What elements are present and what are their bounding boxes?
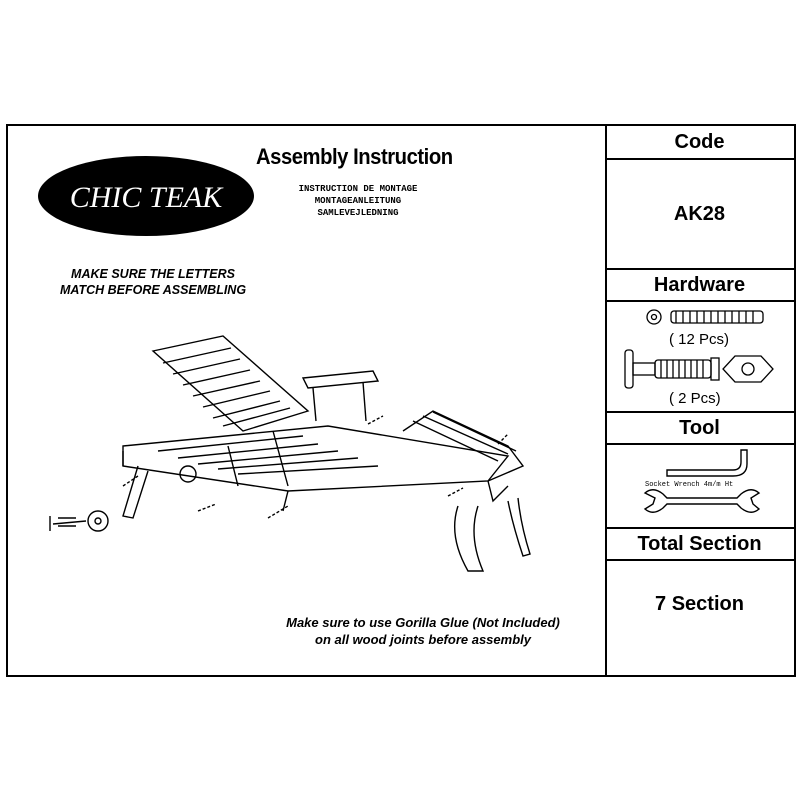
bolt-markers xyxy=(123,416,508,518)
main-panel xyxy=(8,126,607,675)
backrest xyxy=(153,336,308,431)
subtitle-french: INSTRUCTION DE MONTAGE xyxy=(298,184,418,194)
armrest xyxy=(303,371,378,421)
wheel xyxy=(50,466,196,531)
total-section-value: 7 Section xyxy=(655,592,744,615)
subtitle-german: MONTAGEANLEITUNG xyxy=(314,196,402,206)
tool-caption: Socket Wrench 4m/m Ht xyxy=(645,481,734,489)
warning-line-2: MATCH BEFORE ASSEMBLING xyxy=(59,283,247,297)
hardware-qty-2: ( 2 Pcs) xyxy=(669,390,721,407)
warning-line-1: MAKE SURE THE LETTERS xyxy=(71,267,235,281)
glue-line-1: Make sure to use Gorilla Glue (Not Included) xyxy=(286,615,560,630)
bolt-nut-icon xyxy=(623,348,783,390)
divider xyxy=(605,443,794,445)
logo-text: CHIC TEAK xyxy=(69,181,223,214)
washer-dowel-icon xyxy=(643,306,773,328)
divider xyxy=(605,300,794,302)
translated-titles xyxy=(258,183,458,219)
tool-label: Tool xyxy=(679,416,720,439)
letter-match-warning xyxy=(28,266,278,298)
hex-key-icon xyxy=(665,448,755,482)
chic-teak-logo xyxy=(36,154,256,239)
page-title: Assembly Instruction xyxy=(256,144,453,169)
chaise-lounge-illustration xyxy=(38,326,558,576)
code-value: AK28 xyxy=(673,202,726,225)
glue-line-2: on all wood joints before assembly xyxy=(315,632,531,647)
total-section-label: Total Section xyxy=(637,532,762,555)
seat xyxy=(123,411,523,491)
hardware-label: Hardware xyxy=(653,273,746,296)
instruction-sheet xyxy=(6,124,796,677)
wrench-icon xyxy=(643,488,761,514)
subtitle-danish: SAMLEVEJLEDNING xyxy=(317,208,399,218)
code-label: Code xyxy=(674,130,725,153)
parts-sidebar xyxy=(605,126,794,675)
hardware-qty-1: ( 12 Pcs) xyxy=(669,331,730,348)
glue-note xyxy=(253,614,593,648)
